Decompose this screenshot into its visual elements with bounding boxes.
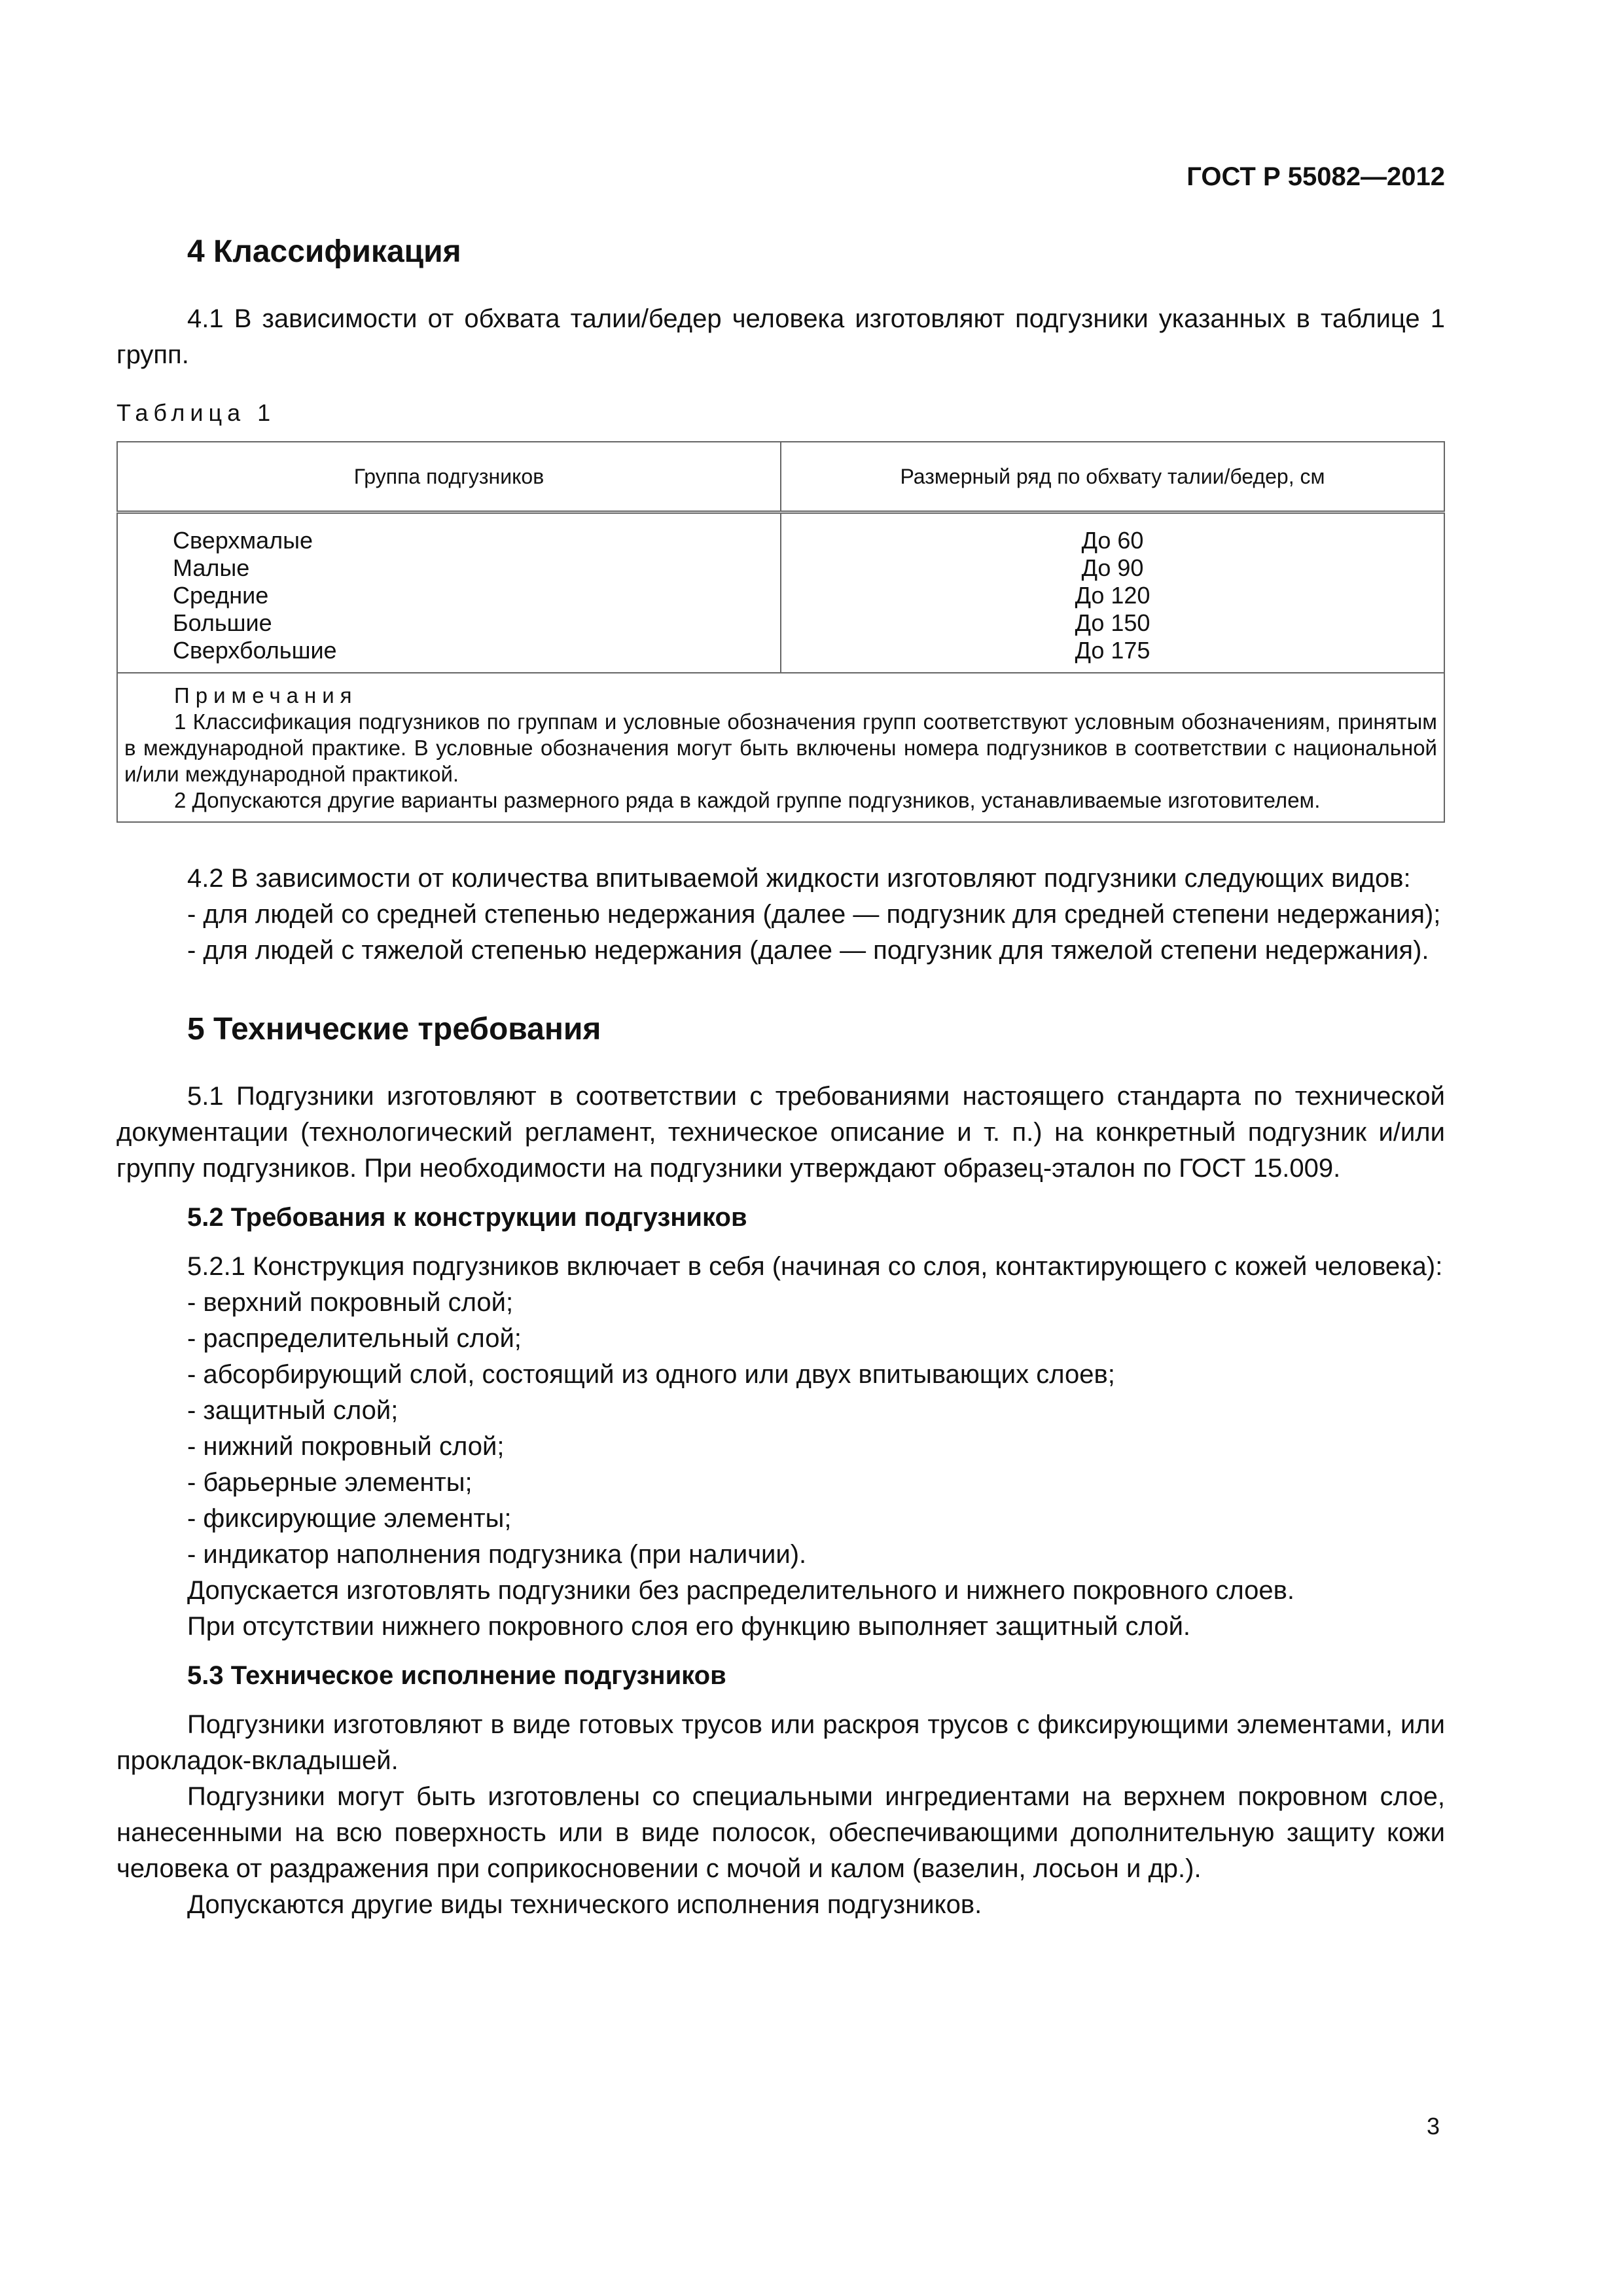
table-notes-row [117,673,1444,822]
list-item: - барьерные элементы; [187,1468,473,1497]
page-number: 3 [1426,2113,1440,2140]
list-item: - распределительный слой; [187,1324,522,1353]
table-header-size: Размерный ряд по обхвату талии/бедер, см [781,442,1444,512]
list-item: - защитный слой; [187,1396,399,1425]
table-caption: Таблица 1 [116,399,276,426]
subsection-5-2-title: 5.2 Требования к конструкции подгузников [187,1203,747,1232]
table-cell-group: Малые [173,554,250,581]
table-cell-size: До 175 [1075,637,1150,664]
table-cell-group: Сверхмалые [173,527,313,554]
document-code: ГОСТ Р 55082—2012 [1186,162,1445,191]
section-4-title: 4 Классификация [187,234,461,269]
paragraph-5-2-extra-2: При отсутствии нижнего покровного слоя его функцию выполняет защитный слой. [187,1612,1191,1641]
notes-title: Примечания [174,683,358,708]
section-5-title: 5 Технические требования [187,1012,601,1047]
list-item: - для людей со средней степенью недержания (далее — подгузник для средней степени недержания); [187,900,1441,929]
list-item: - верхний покровный слой; [187,1288,514,1317]
list-item: - индикатор наполнения подгузника (при наличии). [187,1540,807,1569]
group-column [117,512,781,673]
list-item: - абсорбирующий слой, состоящий из одного или двух впитывающих слоев; [187,1360,1115,1389]
table-cell-size: До 60 [1081,527,1144,554]
list-item: - нижний покровный слой; [187,1432,505,1461]
table-cell-size: До 150 [1075,609,1150,636]
size-column [781,512,1444,673]
paragraph-4-2: 4.2 В зависимости от количества впитываемой жидкости изготовляют подгузники следующих видов: [187,864,1411,893]
table-cell-group: Сверхбольшие [173,637,337,664]
paragraph-5-2-extra-1: Допускается изготовлять подгузники без распределительного и нижнего покровного слоев. [187,1576,1294,1605]
list-item: - фиксирующие элементы; [187,1504,512,1533]
table-body-row [117,512,1444,673]
table-cell-group: Большие [173,609,272,636]
paragraph-5-1: 5.1 Подгузники изготовляют в соответствии с требованиями настоящего стандарта по технической документации (технологический регламент, техническое описание и т. п.) на конкретный подгузник и/или группу подгузников. При необходимости на подгузники утверждают образец-эталон по ГОСТ 15.009. [116,1082,1445,1183]
paragraph-4-1: 4.1 В зависимости от обхвата талии/бедер человека изготовляют подгузники указанных в таблице 1 групп. [116,304,1445,369]
paragraph-5-3-a: Подгузники изготовляют в виде готовых трусов или раскроя трусов с фиксирующими элементами, или прокладок-вкладышей. [116,1710,1445,1775]
table-header-group: Группа подгузников [117,442,781,512]
table-cell-group: Средние [173,582,269,609]
table-header-row [117,442,1444,512]
note-2: 2 Допускаются другие варианты размерного ряда в каждой группе подгузников, устанавливаемые изготовителем. [174,788,1321,812]
table-notes [117,673,1444,822]
paragraph-5-2-1: 5.2.1 Конструкция подгузников включает в себя (начиная со слоя, контактирующего с кожей человека): [187,1252,1443,1281]
note-1: 1 Классификация подгузников по группам и условные обозначения групп соответствуют условным обозначениям, принятым в международной практике. В условные обозначения могут быть включены номера подгузников в соответствии с национальной и/или международной практикой. [124,709,1437,786]
page-content [116,229,1445,1923]
paragraph-5-3-b: Подгузники могут быть изготовлены со специальными ингредиентами на верхнем покровном слое, нанесенными на всю поверхность или в виде полосок, обеспечивающими дополнительную защиту кожи человека от раздражения при соприкосновении с мочой и калом (вазелин, лосьон и др.). [116,1782,1445,1883]
subsection-5-3-title: 5.3 Техническое исполнение подгузников [187,1661,726,1690]
table-cell-size: До 120 [1075,582,1150,609]
paragraph-5-3-c: Допускаются другие виды технического исполнения подгузников. [187,1890,982,1919]
table-cell-size: До 90 [1081,554,1144,581]
classification-table [116,441,1445,823]
list-item: - для людей с тяжелой степенью недержания (далее — подгузник для тяжелой степени недержания). [187,936,1429,965]
